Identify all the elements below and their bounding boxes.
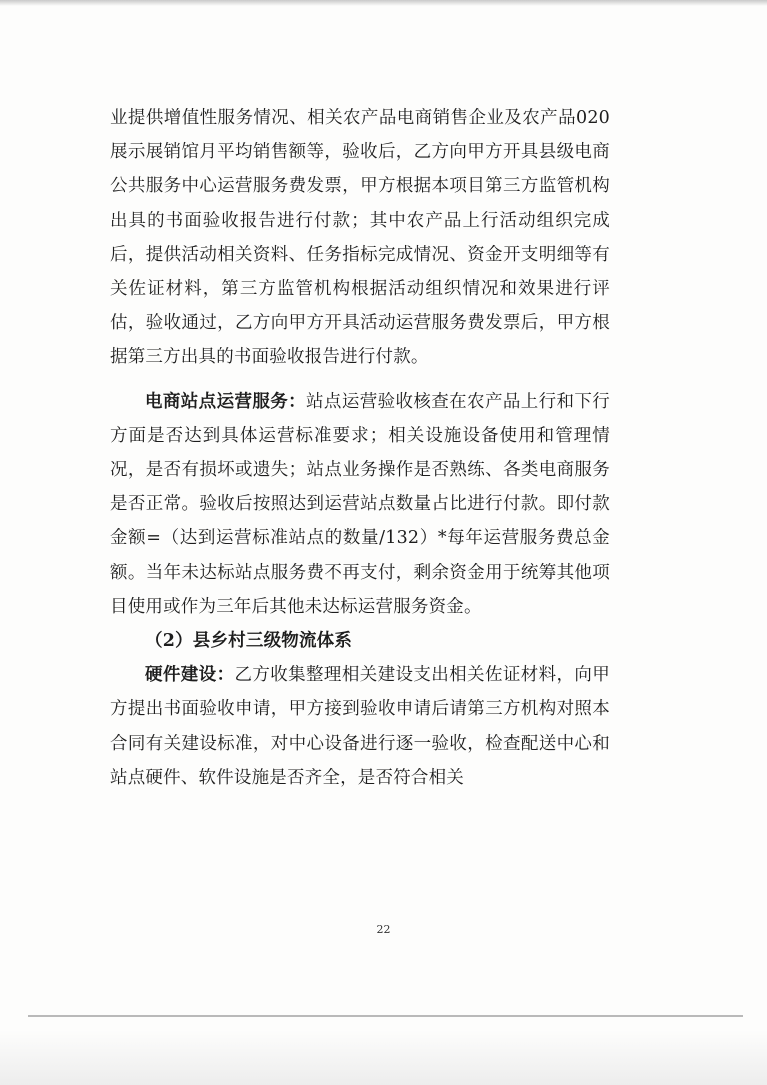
paragraph-station-operation — [110, 385, 610, 624]
paragraph-spacer — [110, 375, 610, 385]
hardware-body: 乙方收集整理相关建设支出相关佐证材料，向甲方提出书面验收申请，甲方接到验收申请后请第三方机构对照本合同有关建设标准，对中心设备进行逐一验收，检查配送中心和站点硬件、软件设施是否齐全，是否符合相关 — [110, 665, 611, 788]
station-operation-heading: 电商站点运营服务： — [145, 391, 307, 412]
paragraph-acceptance-payment: 业提供增值性服务情况、相关农产品电商销售企业及农产品020展示展销馆月平均销售额等，验收后，乙方向甲方开具县级电商公共服务中心运营服务费发票，甲方根据本项目第三方监管机构出具的书面验收报告进行付款；其中农产品上行活动组织完成后，提供活动相关资料、任务指标完成情况、资金开支明细等有关佐证材料，第三方监管机构根据活动组织情况和效果进行评估，验收通过，乙方向甲方开具活动运营服务费发票后，甲方根据第三方出具的书面验收报告进行付款。 — [110, 108, 610, 368]
document-body — [110, 101, 610, 795]
hardware-heading: 硬件建设： — [145, 665, 235, 686]
station-operation-body: 站点运营验收核查在农产品上行和下行方面是否达到具体运营标准要求；相关设施设备使用和管理情况，是否有损坏或遗失；站点业务操作是否熟练、各类电商服务是否正常。验收后按照达到运营站点数量占比进行付款。即付款金额=（达到运营标准站点的数量/132）*每年运营服务费总金额。当年未达标站点服务费不再支付，剩余资金用于统筹其他项目使用或作为三年后其他未达标运营服务资金。 — [110, 391, 610, 617]
section-heading-logistics: （2）县乡村三级物流体系 — [145, 631, 353, 652]
scan-top-edge — [0, 0, 767, 6]
scan-bottom-edge — [28, 1015, 743, 1017]
paragraph-hardware — [110, 658, 610, 795]
scan-bottom-shadow — [0, 1030, 767, 1085]
page-number: 22 — [376, 923, 391, 936]
